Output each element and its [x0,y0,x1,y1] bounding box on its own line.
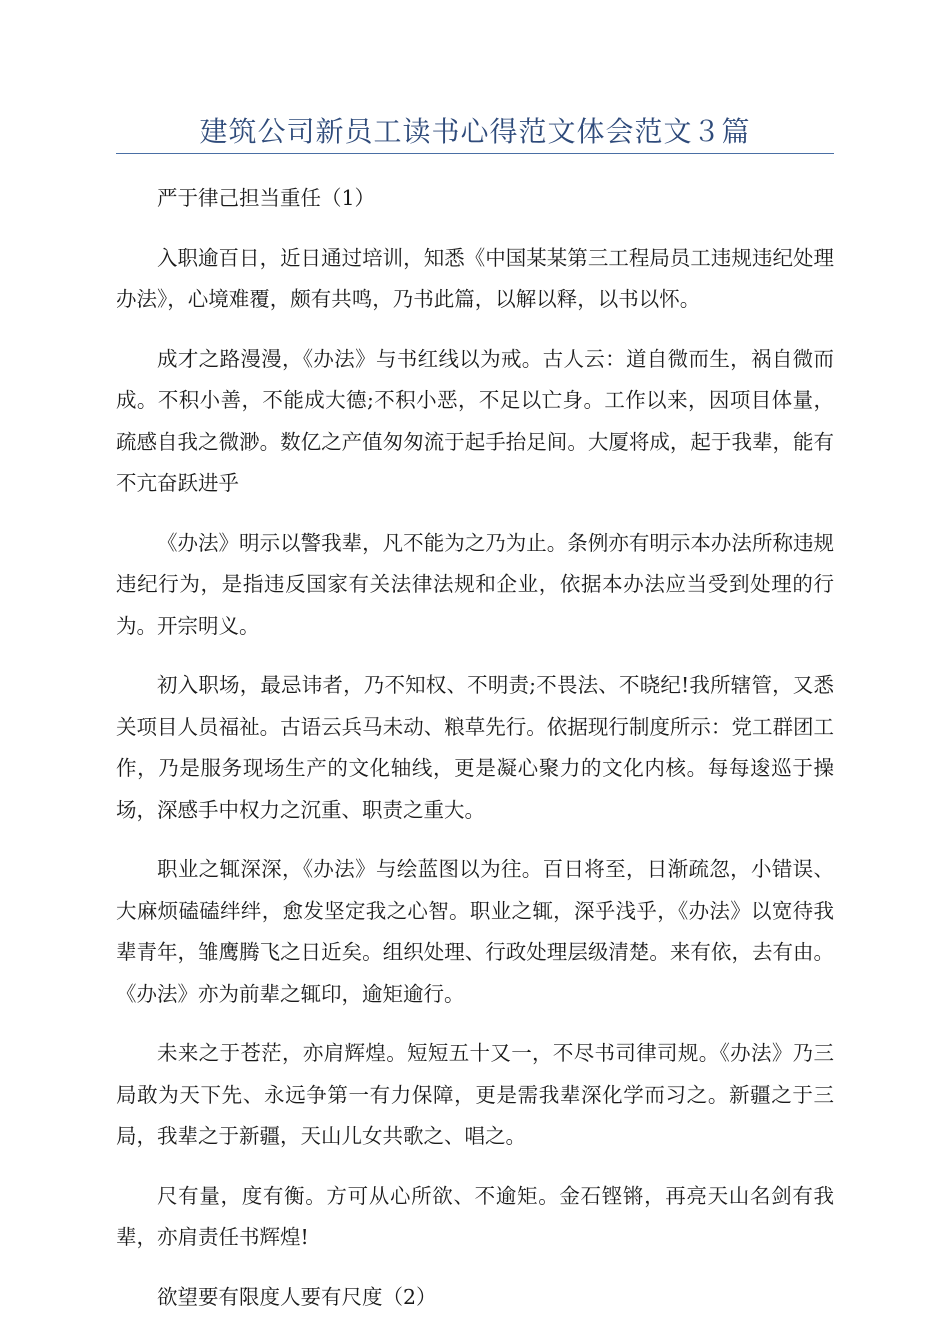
paragraph: 职业之辄深深，《办法》与绘蓝图以为往。百日将至，日渐疏忽，小错误、大麻烦磕磕绊绊，愈发坚定我之心智。职业之辄，深乎浅乎，《办法》以宽待我辈青年，雏鹰腾飞之日近矣。组织处理、行政处理层级清楚。来有依，去有由。《办法》亦为前辈之辄印，逾矩逾行。 [116,857,834,1006]
section-heading-2: 欲望要有限度人要有尺度（2） [157,1284,437,1309]
paragraph: 入职逾百日，近日通过培训，知悉《中国某某第三工程局员工违规违纪处理办法》，心境难覆，颇有共鸣，乃书此篇，以解以释，以书以怀。 [116,245,834,311]
paragraph: 尺有量，度有衡。方可从心所欲、不逾矩。金石铿锵，再亮天山名剑有我辈，亦肩责任书辉煌! [116,1183,834,1249]
document-title: 建筑公司新员工读书心得范文体会范文３篇 [199,115,751,148]
title-underline [116,153,834,154]
section-heading-1: 严于律己担当重任（1） [157,186,376,210]
paragraph: 初入职场，最忌讳者，乃不知权、不明责;不畏法、不晓纪!我所辖管，又悉关项目人员福祉。古语云兵马未动、粮草先行。依据现行制度所示：党工群团工作，乃是服务现场生产的文化轴线，更是凝心聚力的文化内核。每每逡巡于操场，深感手中权力之沉重、职责之重大。 [116,673,834,822]
paragraph: 《办法》明示以警我辈，凡不能为之乃为止。条例亦有明示本办法所称违规违纪行为，是指违反国家有关法律法规和企业，依据本办法应当受到处理的行为。开宗明义。 [116,530,834,638]
paragraph: 未来之于苍茫，亦肩辉煌。短短五十又一，不尽书司律司规。《办法》乃三局敢为天下先、永远争第一有力保障，更是需我辈深化学而习之。新疆之于三局，我辈之于新疆，天山儿女共歌之、唱之。 [116,1041,834,1148]
paragraph: 成才之路漫漫，《办法》与书红线以为戒。古人云：道自微而生，祸自微而成。不积小善，不能成大德;不积小恶，不足以亡身。工作以来，因项目体量，疏感自我之微渺。数亿之产值匆匆流于起手抬足间。大厦将成，起于我辈，能有不亢奋跃进乎 [116,346,834,495]
document-body [116,178,834,1336]
